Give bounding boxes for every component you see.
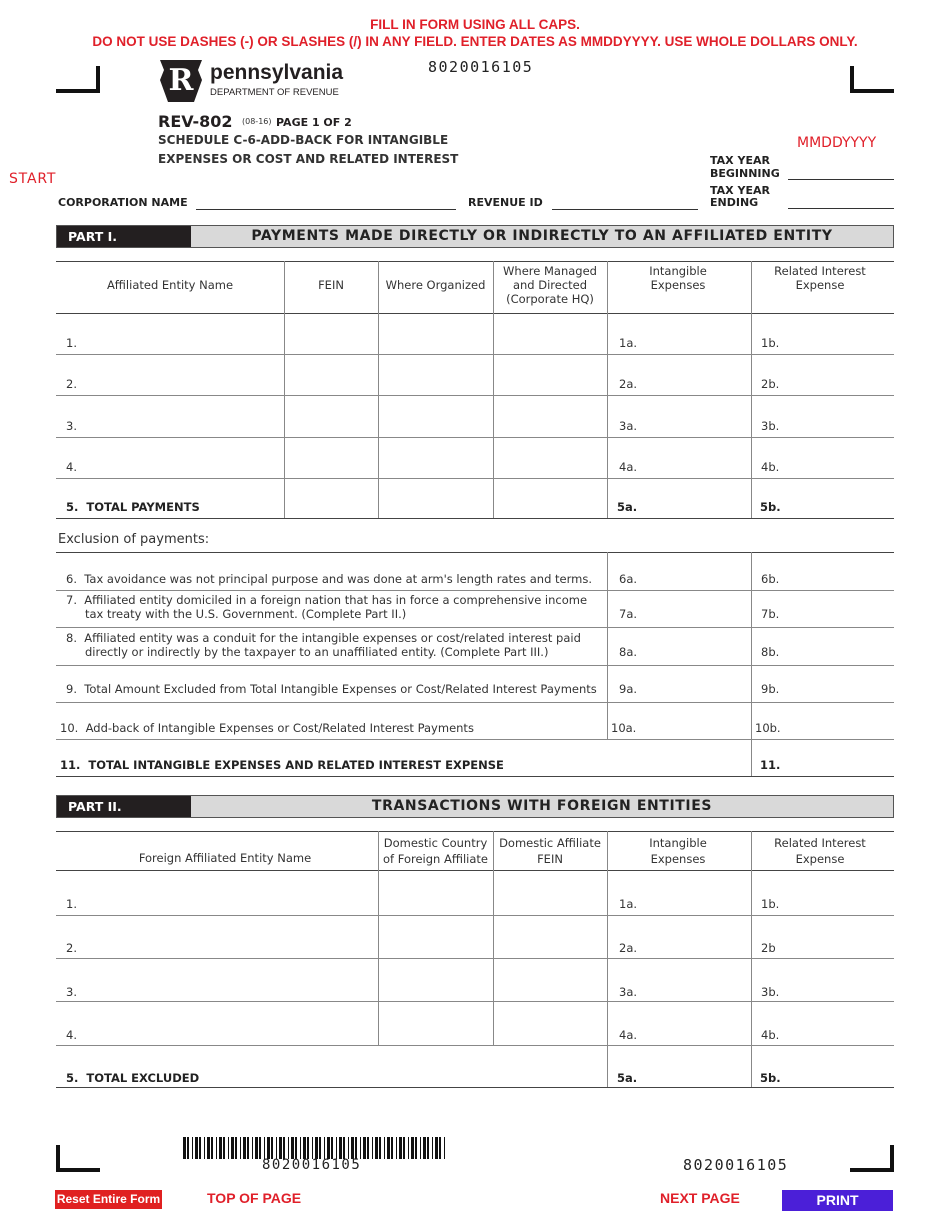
barcode-bar: [339, 1137, 342, 1159]
logo-dept: DEPARTMENT OF REVENUE: [210, 87, 339, 98]
barcode-bar: [219, 1137, 222, 1159]
part1-header: [56, 225, 894, 248]
barcode-bar: [276, 1137, 277, 1159]
tax-year-beginning-label-1: TAX YEAR: [710, 154, 770, 167]
table-rule: [56, 552, 894, 553]
barcode-bar: [411, 1137, 414, 1159]
barcode-bar: [255, 1137, 258, 1159]
part2-row-4-number: 4.: [66, 1028, 77, 1042]
form-number: REV-802: [158, 112, 233, 131]
exclusion-heading: Exclusion of payments:: [58, 532, 210, 547]
table-divider: [751, 261, 752, 518]
barcode-text: 8020016105: [262, 1157, 362, 1173]
part1-total-5a[interactable]: 5a.: [617, 500, 638, 514]
barcode-bar: [300, 1137, 301, 1159]
table-divider: [493, 261, 494, 518]
barcode-bar: [303, 1137, 306, 1159]
exclusion-7a[interactable]: 7a.: [619, 607, 638, 621]
barcode-bar: [315, 1137, 318, 1159]
line-11-value[interactable]: 11.: [760, 758, 781, 772]
barcode-bar: [327, 1137, 330, 1159]
tax-year-ending-label-1: TAX YEAR: [710, 184, 770, 197]
part1-title: PAYMENTS MADE DIRECTLY OR INDIRECTLY TO AN AFFILIATED ENTITY: [251, 228, 833, 244]
logo-letter: R: [168, 63, 194, 98]
exclusion-7-text: 7. Affiliated entity domiciled in a foreign nation that has in force a comprehensive income tax treaty with the U.S. Government. (Complete Part II.): [66, 593, 591, 621]
barcode-bar: [199, 1137, 201, 1159]
barcode-bar: [384, 1137, 385, 1159]
part2-row-2a[interactable]: 2a.: [619, 941, 638, 955]
barcode-bar: [183, 1137, 186, 1159]
part2-header: [56, 795, 894, 818]
barcode-bar: [439, 1137, 441, 1159]
form-id-bottom: 8020016105: [683, 1156, 789, 1174]
barcode-bar: [288, 1137, 289, 1159]
barcode: [183, 1137, 449, 1159]
exclusion-6b[interactable]: 6b.: [761, 572, 780, 586]
part2-row-3-number: 3.: [66, 985, 77, 999]
form-title-line-2: EXPENSES OR COST AND RELATED INTEREST: [158, 152, 459, 166]
table-rule: [56, 915, 894, 916]
revenue-id-field[interactable]: [552, 192, 698, 210]
table-rule: [56, 739, 894, 740]
corner-mark-top-left: [56, 66, 100, 93]
table-rule: [56, 1045, 894, 1046]
part2-row-4a[interactable]: 4a.: [619, 1028, 638, 1042]
tax-year-ending-field[interactable]: [788, 191, 894, 209]
table-divider: [378, 261, 379, 518]
part1-row-1-number: 1.: [66, 336, 77, 350]
barcode-bar: [259, 1137, 261, 1159]
part1-total-payments-label: 5. TOTAL PAYMENTS: [66, 500, 200, 514]
part1-row-3a[interactable]: 3a.: [619, 419, 638, 433]
exclusion-10-text: 10. Add-back of Intangible Expenses or Cost/Related Interest Payments: [60, 721, 474, 735]
part2-row-2b[interactable]: 2b: [761, 941, 776, 955]
form-revision: (08-16): [242, 117, 272, 126]
pa-keystone-logo: [158, 58, 204, 104]
part1-row-1b[interactable]: 1b.: [761, 336, 780, 350]
barcode-bar: [295, 1137, 297, 1159]
barcode-bar: [228, 1137, 229, 1159]
col-related-interest: Related Interest Expense: [774, 264, 866, 292]
tax-year-beginning-label-2: BEGINNING: [710, 167, 780, 180]
part1-row-4b[interactable]: 4b.: [761, 460, 780, 474]
table-rule: [56, 518, 894, 519]
barcode-bar: [343, 1137, 345, 1159]
barcode-bar: [336, 1137, 337, 1159]
exclusion-10a[interactable]: 10a.: [611, 721, 637, 735]
barcode-bar: [396, 1137, 397, 1159]
tax-year-beginning-field[interactable]: [788, 162, 894, 180]
barcode-bar: [427, 1137, 429, 1159]
table-rule: [56, 313, 894, 314]
table-rule: [56, 958, 894, 959]
part1-row-2a[interactable]: 2a.: [619, 377, 638, 391]
barcode-bar: [403, 1137, 405, 1159]
corner-mark-bottom-right: [850, 1145, 894, 1172]
part1-row-2b[interactable]: 2b.: [761, 377, 780, 391]
barcode-bar: [324, 1137, 325, 1159]
instruction-line-2: DO NOT USE DASHES (-) OR SLASHES (/) IN ANY FIELD. ENTER DATES AS MMDDYYYY. USE WHOLE DOLLARS ONLY.: [92, 34, 858, 49]
exclusion-6a[interactable]: 6a.: [619, 572, 638, 586]
col-domestic-fein: Domestic Affiliate FEIN: [499, 836, 601, 866]
barcode-bar: [415, 1137, 417, 1159]
table-rule: [56, 478, 894, 479]
barcode-bar: [271, 1137, 273, 1159]
part1-row-3b[interactable]: 3b.: [761, 419, 780, 433]
barcode-bar: [423, 1137, 426, 1159]
barcode-bar: [247, 1137, 249, 1159]
part2-row-1b[interactable]: 1b.: [761, 897, 780, 911]
barcode-bar: [291, 1137, 294, 1159]
col-intangible-expenses: Intangible Expenses: [649, 264, 707, 292]
barcode-bar: [231, 1137, 234, 1159]
exclusion-9-text: 9. Total Amount Excluded from Total Intangible Expenses or Cost/Related Interest Payments: [66, 682, 597, 696]
col-fein: FEIN: [318, 278, 344, 292]
barcode-bar: [307, 1137, 309, 1159]
start-label[interactable]: START: [9, 171, 57, 187]
barcode-bar: [379, 1137, 381, 1159]
part2-title: TRANSACTIONS WITH FOREIGN ENTITIES: [371, 798, 713, 814]
table-rule: [56, 870, 894, 871]
barcode-bar: [435, 1137, 438, 1159]
table-divider: [751, 831, 752, 1087]
barcode-bar: [312, 1137, 313, 1159]
barcode-bar: [243, 1137, 246, 1159]
barcode-bar: [391, 1137, 393, 1159]
barcode-bar: [279, 1137, 282, 1159]
part1-row-3-number: 3.: [66, 419, 77, 433]
part2-total-5a[interactable]: 5a.: [617, 1071, 638, 1085]
table-rule: [56, 395, 894, 396]
form-title-line-1: SCHEDULE C-6-ADD-BACK FOR INTANGIBLE: [158, 133, 449, 147]
exclusion-6-text: 6. Tax avoidance was not principal purpose and was done at arm's length rates and terms.: [66, 572, 592, 586]
part2-row-3a[interactable]: 3a.: [619, 985, 638, 999]
exclusion-8a[interactable]: 8a.: [619, 645, 638, 659]
barcode-bar: [372, 1137, 373, 1159]
table-rule: [56, 1001, 894, 1002]
corner-mark-top-right: [850, 66, 894, 93]
page-label: PAGE 1 OF 2: [276, 116, 352, 129]
part2-label: PART II.: [57, 796, 191, 817]
barcode-bar: [267, 1137, 270, 1159]
barcode-bar: [399, 1137, 402, 1159]
barcode-bar: [283, 1137, 285, 1159]
barcode-bar: [319, 1137, 321, 1159]
part2-row-3b[interactable]: 3b.: [761, 985, 780, 999]
table-rule: [56, 702, 894, 703]
table-divider: [607, 261, 608, 518]
col-affiliated-entity-name: Affiliated Entity Name: [106, 278, 234, 292]
part2-row-2-number: 2.: [66, 941, 77, 955]
exclusion-8-text: 8. Affiliated entity was a conduit for the intangible expenses or cost/related interest paid directly or indirectly by the taxpayer to an unaffiliated entity. (Complete Part III.): [66, 631, 585, 659]
barcode-bar: [355, 1137, 357, 1159]
barcode-bar: [375, 1137, 378, 1159]
reset-form-button[interactable]: Reset Entire Form: [55, 1190, 162, 1209]
table-divider: [607, 831, 608, 1087]
exclusion-9a[interactable]: 9a.: [619, 682, 638, 696]
next-page-button[interactable]: NEXT PAGE: [660, 1190, 740, 1206]
table-rule: [56, 437, 894, 438]
exclusion-10b[interactable]: 10b.: [755, 721, 781, 735]
barcode-bar: [360, 1137, 361, 1159]
top-of-page-button[interactable]: TOP OF PAGE: [207, 1190, 302, 1206]
col-domestic-country: Domestic Country of Foreign Affiliate: [383, 836, 488, 866]
barcode-bar: [211, 1137, 213, 1159]
barcode-bar: [195, 1137, 198, 1159]
barcode-bar: [351, 1137, 354, 1159]
part1-label: PART I.: [57, 226, 191, 247]
part1-row-1a[interactable]: 1a.: [619, 336, 638, 350]
part1-row-2-number: 2.: [66, 377, 77, 391]
part2-row-1a[interactable]: 1a.: [619, 897, 638, 911]
exclusion-7b[interactable]: 7b.: [761, 607, 780, 621]
table-divider: [751, 552, 752, 776]
table-divider: [607, 552, 608, 739]
barcode-bar: [223, 1137, 225, 1159]
barcode-bar: [207, 1137, 210, 1159]
table-rule: [56, 590, 894, 591]
date-format-hint: MMDDYYYY: [797, 135, 877, 151]
barcode-bar: [363, 1137, 366, 1159]
col-where-organized: Where Organized: [385, 278, 486, 292]
part2-total-5b[interactable]: 5b.: [760, 1071, 781, 1085]
corporation-name-field[interactable]: [196, 192, 456, 210]
instruction-line-1: FILL IN FORM USING ALL CAPS.: [370, 17, 580, 32]
barcode-bar: [387, 1137, 390, 1159]
barcode-bar: [420, 1137, 421, 1159]
print-button[interactable]: PRINT: [782, 1190, 893, 1211]
barcode-bar: [367, 1137, 369, 1159]
barcode-bar: [235, 1137, 237, 1159]
barcode-bar: [264, 1137, 265, 1159]
barcode-bar: [240, 1137, 241, 1159]
table-rule: [56, 354, 894, 355]
col-part2-related: Related Interest Expense: [774, 836, 866, 866]
barcode-bar: [252, 1137, 253, 1159]
table-rule: [56, 776, 894, 777]
col-where-managed: Where Managed and Directed (Corporate HQ): [503, 264, 597, 306]
barcode-bar: [216, 1137, 217, 1159]
barcode-bar: [204, 1137, 205, 1159]
exclusion-8b[interactable]: 8b.: [761, 645, 780, 659]
table-rule: [56, 831, 894, 832]
corporation-name-label: CORPORATION NAME: [58, 196, 188, 209]
logo-name: pennsylvania: [210, 61, 344, 84]
barcode-bar: [348, 1137, 349, 1159]
form-id-top: 8020016105: [428, 58, 534, 76]
barcode-bar: [444, 1137, 445, 1159]
table-rule: [56, 261, 894, 262]
col-part2-intangible: Intangible Expenses: [649, 836, 707, 866]
exclusion-9b[interactable]: 9b.: [761, 682, 780, 696]
barcode-bar: [192, 1137, 193, 1159]
barcode-bar: [432, 1137, 433, 1159]
part2-total-excluded-label: 5. TOTAL EXCLUDED: [66, 1071, 200, 1085]
barcode-bar: [187, 1137, 189, 1159]
revenue-id-label: REVENUE ID: [468, 196, 543, 209]
part2-row-1-number: 1.: [66, 897, 77, 911]
table-rule: [56, 665, 894, 666]
corner-mark-bottom-left: [56, 1145, 100, 1172]
tax-year-ending-label-2: ENDING: [710, 196, 759, 209]
part2-row-4b[interactable]: 4b.: [761, 1028, 780, 1042]
part1-row-4a[interactable]: 4a.: [619, 460, 638, 474]
table-divider: [284, 261, 285, 518]
part1-row-4-number: 4.: [66, 460, 77, 474]
part1-total-5b[interactable]: 5b.: [760, 500, 781, 514]
barcode-bar: [331, 1137, 333, 1159]
line-11-label: 11. TOTAL INTANGIBLE EXPENSES AND RELATED INTEREST EXPENSE: [60, 758, 504, 772]
col-foreign-entity-name: Foreign Affiliated Entity Name: [138, 851, 312, 865]
table-rule: [56, 1087, 894, 1088]
barcode-bar: [408, 1137, 409, 1159]
table-rule: [56, 627, 894, 628]
